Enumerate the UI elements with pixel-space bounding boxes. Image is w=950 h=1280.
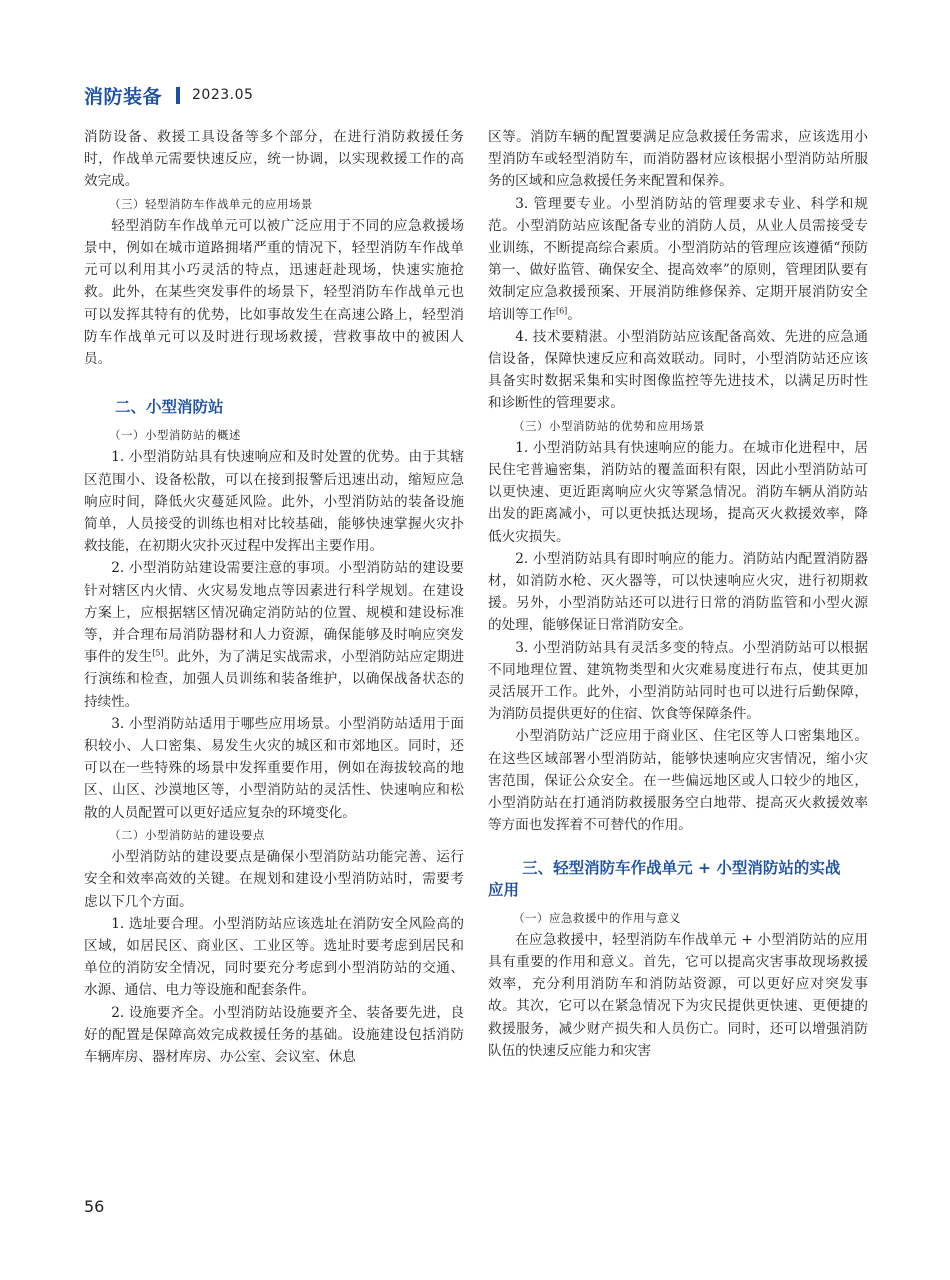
subheading: （三）小型消防站的优势和应用场景 [513, 418, 705, 433]
journal-name: 消防装备 [84, 85, 163, 108]
paragraph: 轻型消防车作战单元可以被广泛应用于不同的应急救援场景中，例如在城市道路拥堵严重的情况下，轻型消防车作战单元可以利用其小巧灵活的特点，迅速赶赴现场，快速实施抢救。此外，在某些突发事件的场景下，轻型消防车作战单元也可以发挥其特有的优势，比如事故发生在高速公路上，轻型消防车作战单元可以及时进行现场救援，营救事故中的被困人员。 [84, 217, 464, 368]
section-title-line: 三、轻型消防车作战单元 + 小型消防站的实战 [522, 858, 841, 877]
citation-ref: [5] [152, 648, 164, 658]
paragraph-text: 2. 小型消防站建设需要注意的事项。小型消防站的建设要针对辖区内火情、火灾易发地点等因素进行科学规划。在建设方案上，应根据辖区情况确定消防站的位置、规模和建设标准等，并合理布局消防器材和人力资源，确保能够及时响应突发事件的发生 [84, 560, 464, 666]
paragraph-text: 。 [567, 306, 581, 323]
section-title-line: 应用 [488, 880, 520, 899]
paragraph: 小型消防站的建设要点是确保小型消防站功能完善、运行安全和效率高效的关键。在规划和建设小型消防站时，需要考虑以下几个方面。 [84, 849, 464, 910]
paragraph: 在应急救援中，轻型消防车作战单元 + 小型消防站的应用具有重要的作用和意义。首先，它可以提高灾害事故现场救援效率，充分利用消防车和消防站资源，可以更好应对突发事故。其次，它可以在紧急情况下为灾民提供更快速、更便捷的救援服务，减少财产损失和人员伤亡。同时，还可以增强消防队伍的快速反应能力和灾害 [488, 931, 868, 1059]
section-title: 二、小型消防站 [115, 398, 224, 417]
paragraph: 4. 技术要精湛。小型消防站应该配备高效、先进的应急通信设备，保障快速反应和高效联动。同时，小型消防站还应该具备实时数据采集和实时图像监控等先进技术，以满足历时性和诊断性的管理要求。 [488, 328, 868, 412]
subheading: （二）小型消防站的建设要点 [109, 827, 265, 842]
issue-number: 2023.05 [192, 87, 254, 103]
page-number: 56 [84, 1197, 105, 1216]
subheading: （一）应急救援中的作用与意义 [513, 910, 681, 925]
paragraph: 3. 小型消防站适用于哪些应用场景。小型消防站适用于面积较小、人口密集、易发生火灾的城区和市郊地区。同时，还可以在一些特殊的场景中发挥重要作用，例如在海拔较高的地区、山区、沙漠地区等，小型消防站的灵活性、快速响应和松散的人员配置可以更好适应复杂的环境变化。 [84, 715, 464, 821]
section-title [488, 857, 868, 901]
paragraph: 1. 选址要合理。小型消防站应该选址在消防安全风险高的区域，如居民区、商业区、工业区等。选址时要考虑到居民和单位的消防安全情况，同时要充分考虑到小型消防站的交通、水源、通信、电力等设施和配套条件。 [84, 915, 464, 999]
citation-ref: [6] [555, 306, 568, 316]
masthead [84, 80, 253, 110]
masthead-divider [176, 87, 180, 104]
right-column [488, 126, 868, 1062]
paragraph: 2. 设施要齐全。小型消防站设施要齐全、装备要先进，良好的配置是保障高效完成救援任务的基础。设施建设包括消防车辆库房、器材库房、办公室、会议室、休息 [84, 1004, 464, 1065]
paragraph: 1. 小型消防站具有快速响应的能力。在城市化进程中，居民住宅普遍密集，消防站的覆盖面积有限，因此小型消防站可以更快速、更近距离响应火灾等紧急情况。消防车辆从消防站出发的距离减小，可以更快抵达现场，提高灭火救援效率，降低火灾损失。 [488, 439, 868, 545]
subheading: （一）小型消防站的概述 [109, 428, 241, 443]
paragraph: 2. 小型消防站具有即时响应的能力。消防站内配置消防器材，如消防水枪、灭火器等，可以快速响应火灾，进行初期救援。另外，小型消防站还可以进行日常的消防监管和小型火源的处理，能够保证日常消防安全。 [488, 550, 868, 634]
paragraph [488, 193, 868, 326]
paragraph [84, 557, 464, 712]
paragraph-text: 3. 管理要专业。小型消防站的管理要求专业、科学和规范。小型消防站应该配备专业的消防人员，从业人员需接受专业训练，不断提高综合素质。小型消防站的管理应该遵循“预防第一、做好监管、确保安全、提高效率”的原则，管理团队要有效制定应急救援预案、开展消防维修保养、定期开展消防安全培训等工作 [488, 195, 868, 323]
paragraph: 消防设备、救援工具设备等多个部分，在进行消防救援任务时，作战单元需要快速反应，统一协调，以实现救援工作的高效完成。 [84, 129, 464, 190]
paragraph: 区等。消防车辆的配置要满足应急救援任务需求，应该选用小型消防车或轻型消防车，而消防器材应该根据小型消防站所服务的区域和应急救援任务来配置和保养。 [488, 129, 868, 190]
paragraph: 1. 小型消防站具有快速响应和及时处置的优势。由于其辖区范围小、设备松散，可以在接到报警后迅速出动，缩短应急响应时间，降低火灾蔓延风险。此外，小型消防站的装备设施简单，人员接受的训练也相对比较基础，能够快速掌握火灾扑救技能，在初期火灾扑灭过程中发挥出主要作用。 [84, 449, 464, 555]
paragraph: 3. 小型消防站具有灵活多变的特点。小型消防站可以根据不同地理位置、建筑物类型和火灾难易度进行布点，使其更加灵活展开工作。此外，小型消防站同时也可以进行后勤保障，为消防员提供更好的住宿、饮食等保障条件。 [488, 639, 868, 723]
subheading: （三）轻型消防车作战单元的应用场景 [109, 196, 313, 211]
left-column [84, 126, 464, 1068]
paragraph: 小型消防站广泛应用于商业区、住宅区等人口密集地区。在这些区域部署小型消防站，能够快速响应灾害情况，缩小灾害范围，保证公众安全。在一些偏远地区或人口较少的地区，小型消防站在打通消防救援服务空白地带、提高灭火救援效率等方面也发挥着不可替代的作用。 [488, 728, 868, 834]
paragraph-text: 。此外，为了满足实战需求，小型消防站应定期进行演练和检查，加强人员训练和装备维护，以确保战备状态的持续性。 [84, 649, 465, 710]
